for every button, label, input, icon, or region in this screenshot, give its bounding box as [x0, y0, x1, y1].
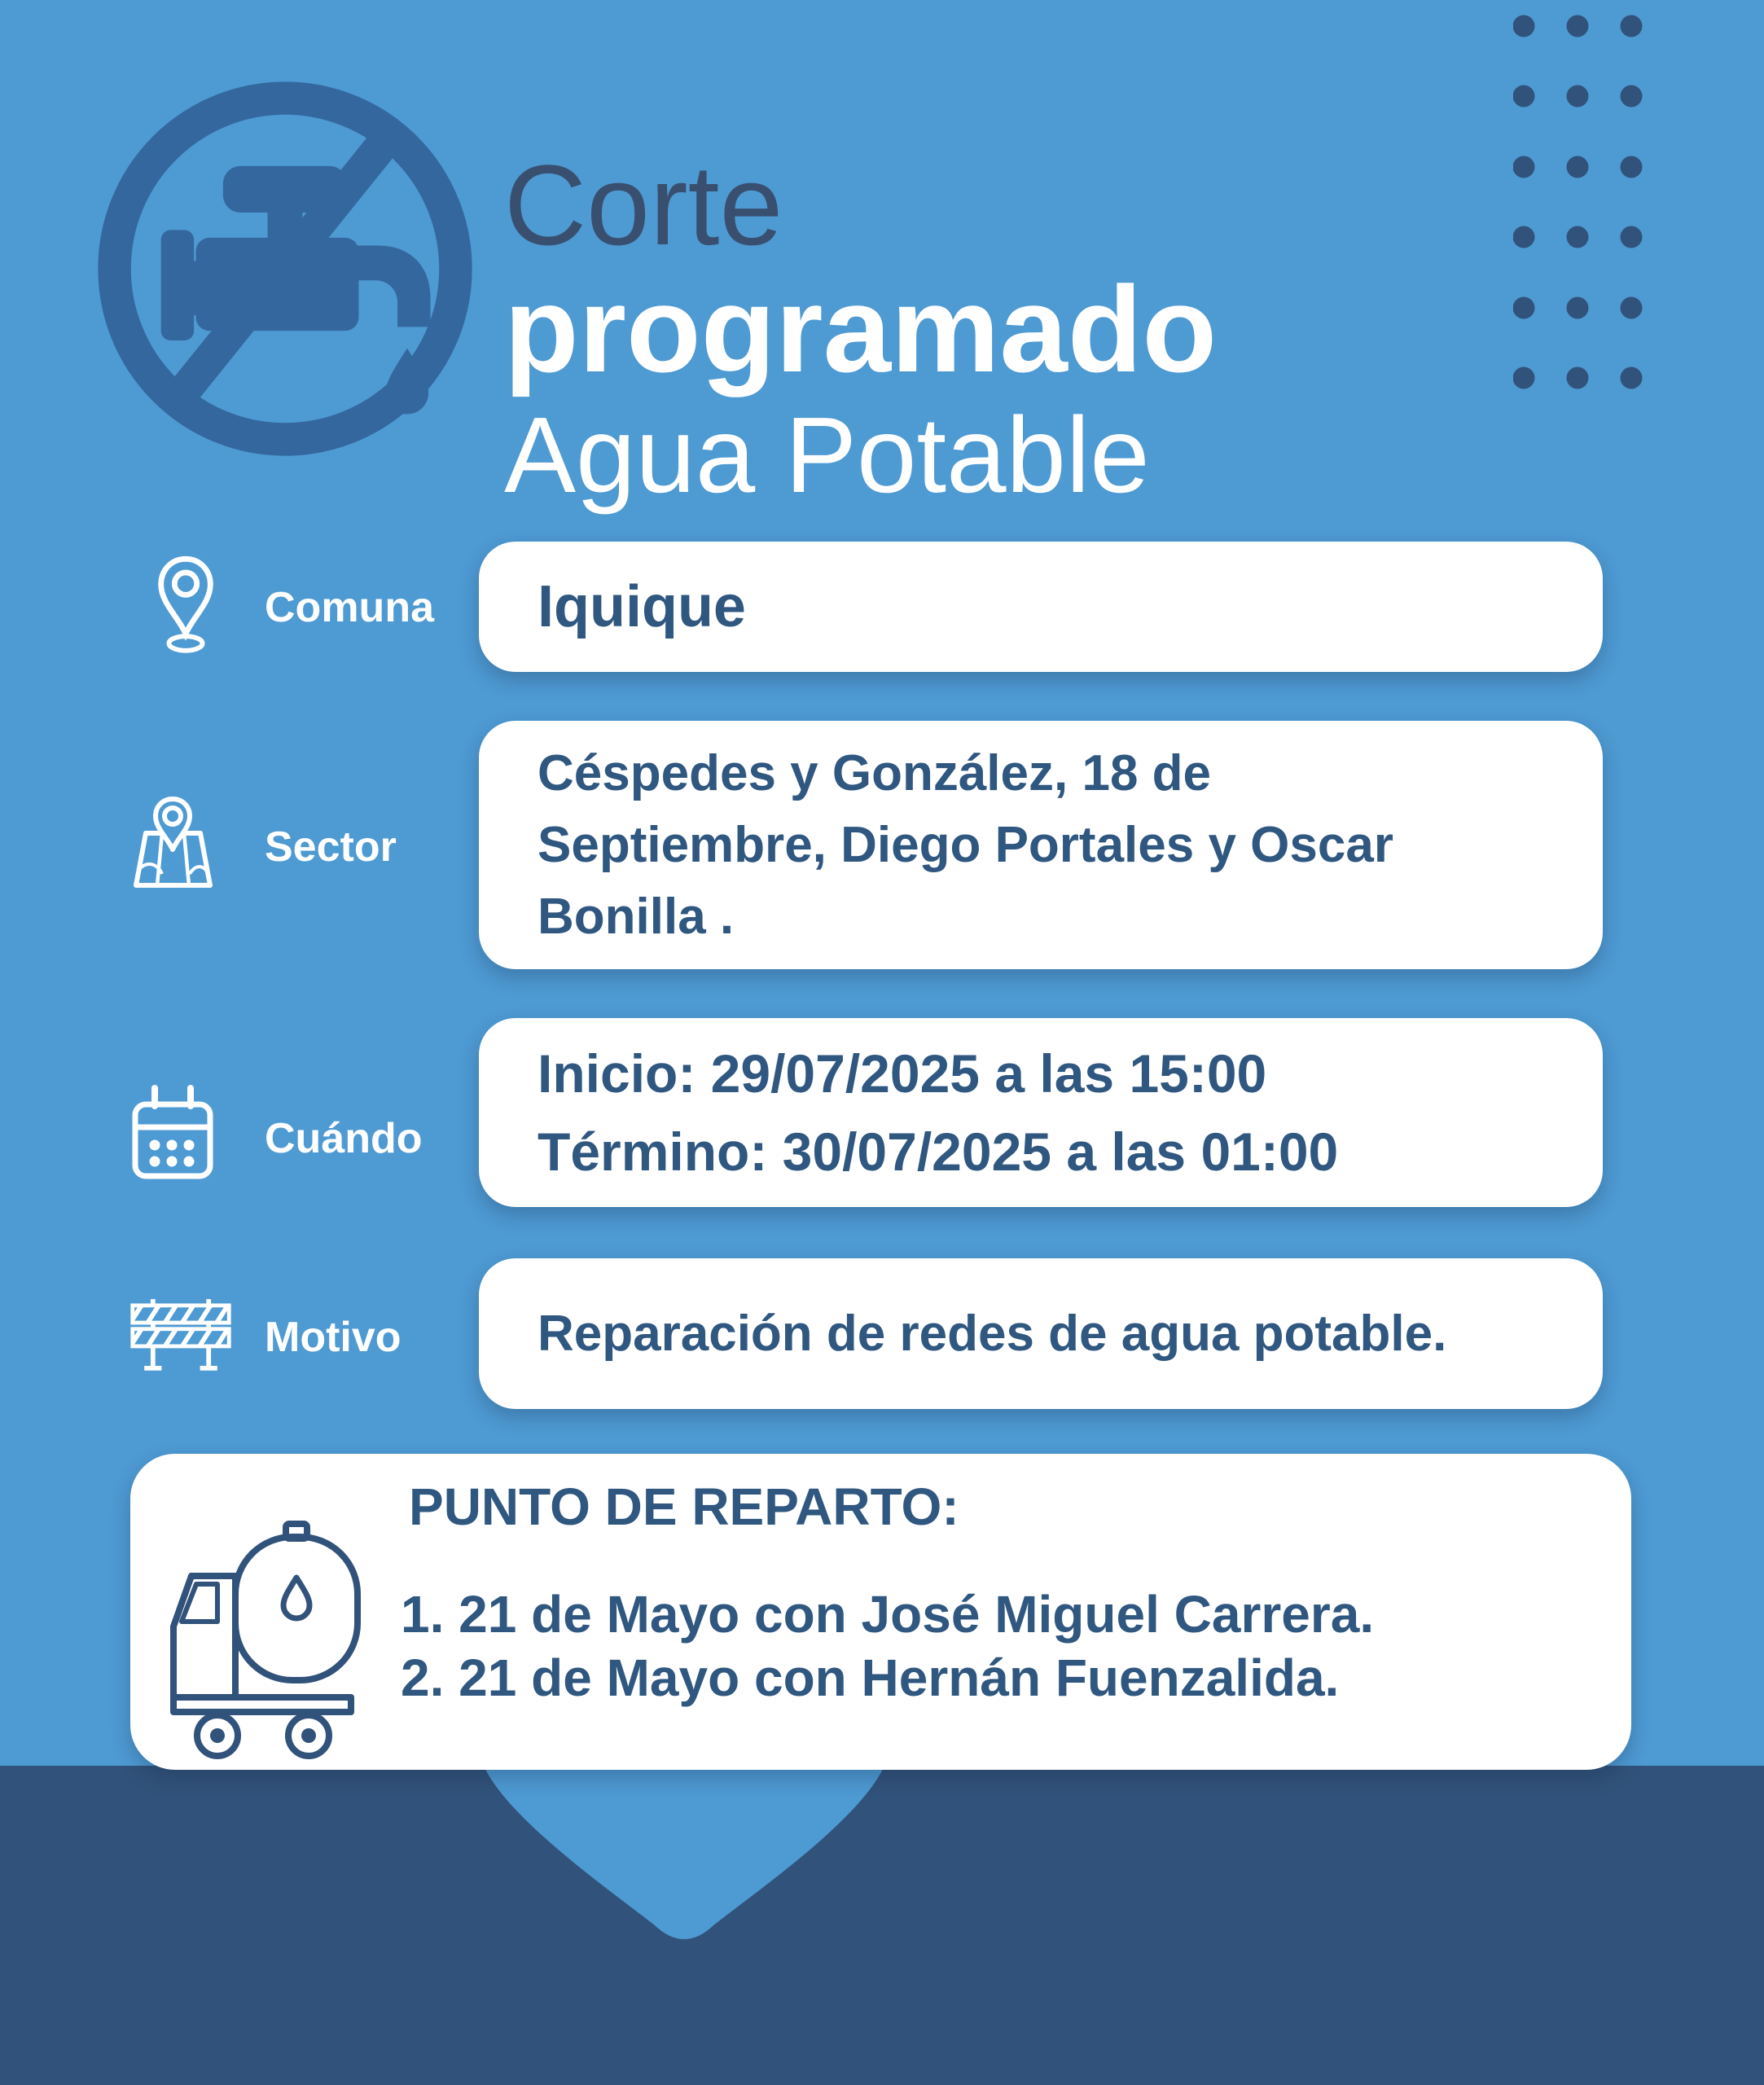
sector-value-line2: Septiembre, Diego Portales y Oscar	[538, 816, 1393, 873]
cuando-value-line1: Inicio: 29/07/2025 a las 15:00	[538, 1043, 1267, 1104]
reparto-heading: PUNTO DE REPARTO:	[409, 1477, 959, 1536]
water-tank-truck-icon	[166, 1521, 363, 1765]
map-pin-icon	[150, 549, 222, 665]
comuna-value: Iquique	[538, 574, 746, 639]
map-icon	[126, 794, 220, 896]
row-label-motivo: Motivo	[265, 1314, 402, 1361]
calendar-icon	[130, 1083, 216, 1189]
reparto-item-2: 2. 21 de Mayo con Hernán Fuenzalida.	[401, 1648, 1340, 1707]
punto-de-reparto-card	[130, 1454, 1631, 1770]
row-label-cuando: Cuándo	[265, 1115, 423, 1162]
motivo-value: Reparación de redes de agua potable.	[538, 1305, 1447, 1362]
reparto-item-list	[401, 1582, 1374, 1710]
road-barrier-icon	[128, 1292, 234, 1376]
reparto-item-1: 1. 21 de Mayo con José Miguel Carrera.	[401, 1585, 1375, 1644]
sector-value-box	[479, 721, 1603, 969]
comuna-value-box	[479, 542, 1603, 672]
poster-title-line3: Agua Potable	[504, 395, 1150, 515]
poster-title-line1: Corte	[504, 141, 783, 269]
sector-value-line3: Bonilla .	[538, 888, 735, 945]
cuando-value-box	[479, 1018, 1603, 1207]
cuando-value-line2: Término: 30/07/2025 a las 01:00	[538, 1122, 1339, 1182]
dot-grid-decoration	[1513, 15, 1643, 391]
poster-title-line2: programado	[504, 261, 1218, 397]
row-label-comuna: Comuna	[265, 584, 434, 631]
sector-value-line1: Céspedes y González, 18 de	[538, 744, 1212, 801]
motivo-value-box	[479, 1258, 1603, 1409]
footer-pointer-triangle	[484, 1766, 884, 1961]
no-water-faucet-icon	[91, 75, 479, 463]
row-label-sector: Sector	[265, 823, 397, 871]
